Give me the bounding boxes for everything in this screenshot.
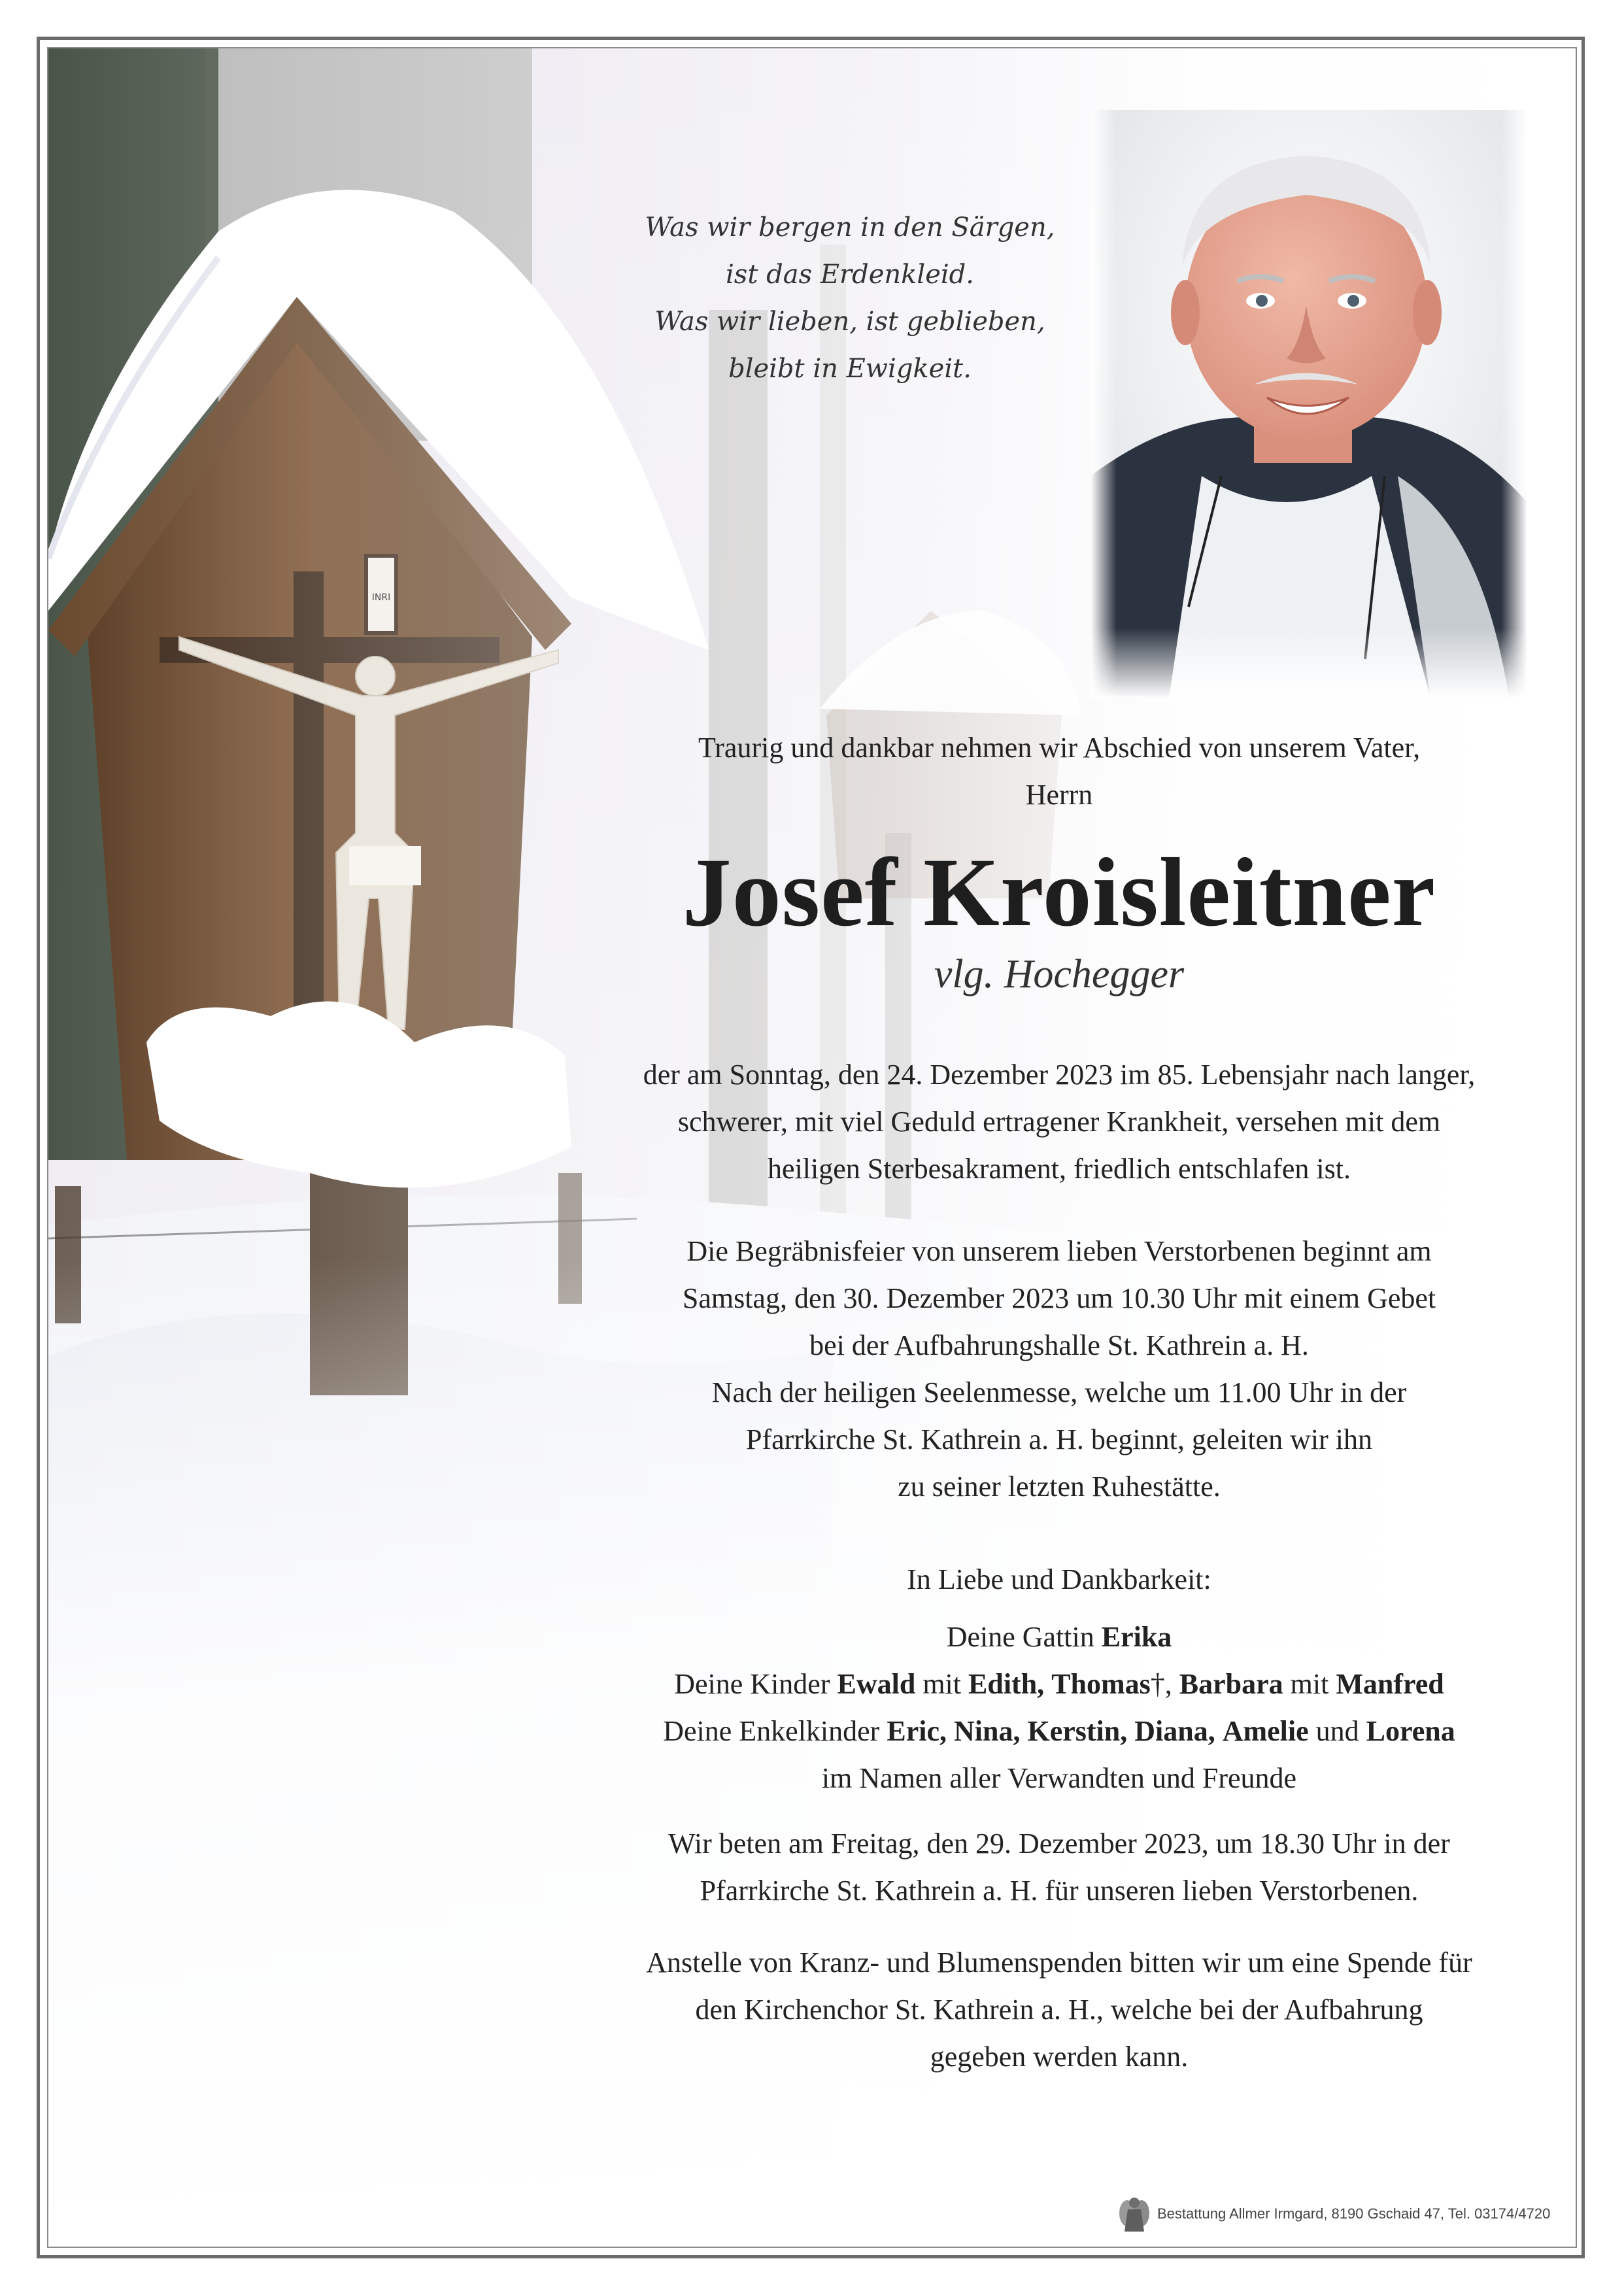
funeral-line: bei der Aufbahrungshalle St. Kathrein a. H. [809, 1329, 1309, 1361]
wife-prefix: Deine Gattin [946, 1621, 1094, 1653]
deceased-name: Josef Kroisleitner [682, 838, 1436, 947]
grandchild-name: Amelie [1222, 1715, 1309, 1747]
funeral-line: zu seiner letzten Ruhestätte. [898, 1470, 1221, 1503]
family-wife [549, 1614, 1569, 1661]
donation-notice [549, 1939, 1569, 2081]
funeral-details [549, 1228, 1569, 1510]
death-notice-line: heiligen Sterbesakrament, friedlich entschlafen ist. [768, 1153, 1351, 1185]
wife-name: Erika [1101, 1621, 1172, 1653]
funeral-line: Die Begräbnisfeier von unserem lieben Verstorbenen beginnt am [686, 1235, 1432, 1267]
donation-line: Anstelle von Kranz- und Blumenspenden bitten wir um eine Spende für [646, 1946, 1472, 1979]
grandchild-name: Nina, [953, 1715, 1021, 1747]
grandchildren-prefix: Deine Enkelkinder [663, 1715, 880, 1747]
child-name: Ewald [837, 1668, 916, 1700]
prayer-line: Wir beten am Freitag, den 29. Dezember 2023, um 18.30 Uhr in der [668, 1828, 1450, 1860]
death-notice-line: schwerer, mit viel Geduld ertragener Krankheit, versehen mit dem [677, 1106, 1441, 1138]
memorial-poem [575, 204, 1125, 392]
undertaker-footer [1118, 2194, 1550, 2234]
donation-line: den Kirchenchor St. Kathrein a. H., welche bei der Aufbahrung [695, 1994, 1423, 2026]
dagger-symbol: †, [1150, 1668, 1172, 1700]
grandchild-name: Lorena [1366, 1715, 1455, 1747]
intro-line: Traurig und dankbar nehmen wir Abschied von unserem Vater, [698, 732, 1421, 764]
closing-text: In Liebe und Dankbarkeit: [907, 1563, 1211, 1595]
child-name: Thomas [1051, 1668, 1151, 1700]
deceased-nickname: vlg. Hochegger [934, 952, 1185, 996]
grandchild-name: Diana, [1134, 1715, 1215, 1747]
family-children [549, 1661, 1569, 1708]
funeral-line: Samstag, den 30. Dezember 2023 um 10.30 Uhr mit einem Gebet [682, 1282, 1436, 1314]
prayer-notice [549, 1820, 1569, 1914]
death-notice [549, 1051, 1569, 1193]
family-grandchildren [549, 1708, 1569, 1755]
poem-line: bleibt in Ewigkeit. [728, 354, 972, 384]
grandchild-name: Kerstin, [1027, 1715, 1128, 1747]
funeral-line: Nach der heiligen Seelenmesse, welche um 11.00 Uhr in der [711, 1376, 1407, 1408]
donation-line: gegeben werden kann. [930, 2041, 1189, 2073]
with-word: mit [922, 1668, 962, 1700]
funeral-line: Pfarrkirche St. Kathrein a. H. beginnt, geleiten wir ihn [746, 1423, 1372, 1455]
salutation: Herrn [1025, 779, 1093, 811]
closing-line [549, 1556, 1569, 1603]
poem-line: Was wir bergen in den Särgen, [645, 212, 1055, 243]
family-list [549, 1614, 1569, 1802]
children-prefix: Deine Kinder [674, 1668, 830, 1700]
family-relatives: im Namen aller Verwandten und Freunde [821, 1762, 1297, 1794]
prayer-line: Pfarrkirche St. Kathrein a. H. für unseren lieben Verstorbenen. [700, 1875, 1419, 1907]
intro-text [549, 724, 1569, 819]
death-notice-line: der am Sonntag, den 24. Dezember 2023 im 85. Lebensjahr nach langer, [643, 1059, 1476, 1091]
poem-line: Was wir lieben, ist geblieben, [654, 307, 1045, 337]
child-name: Barbara [1179, 1668, 1283, 1700]
poem-line: ist das Erdenkleid. [726, 260, 974, 290]
grandchild-name: Eric, [887, 1715, 947, 1747]
with-word: mit [1290, 1668, 1329, 1700]
undertaker-contact: Bestattung Allmer Irmgard, 8190 Gschaid 47, Tel. 03174/4720 [1157, 2205, 1551, 2222]
spouse-name: Manfred [1336, 1668, 1444, 1700]
angel-icon [1118, 2195, 1151, 2233]
spouse-name: Edith, [968, 1668, 1045, 1700]
and-word: und [1315, 1715, 1359, 1747]
